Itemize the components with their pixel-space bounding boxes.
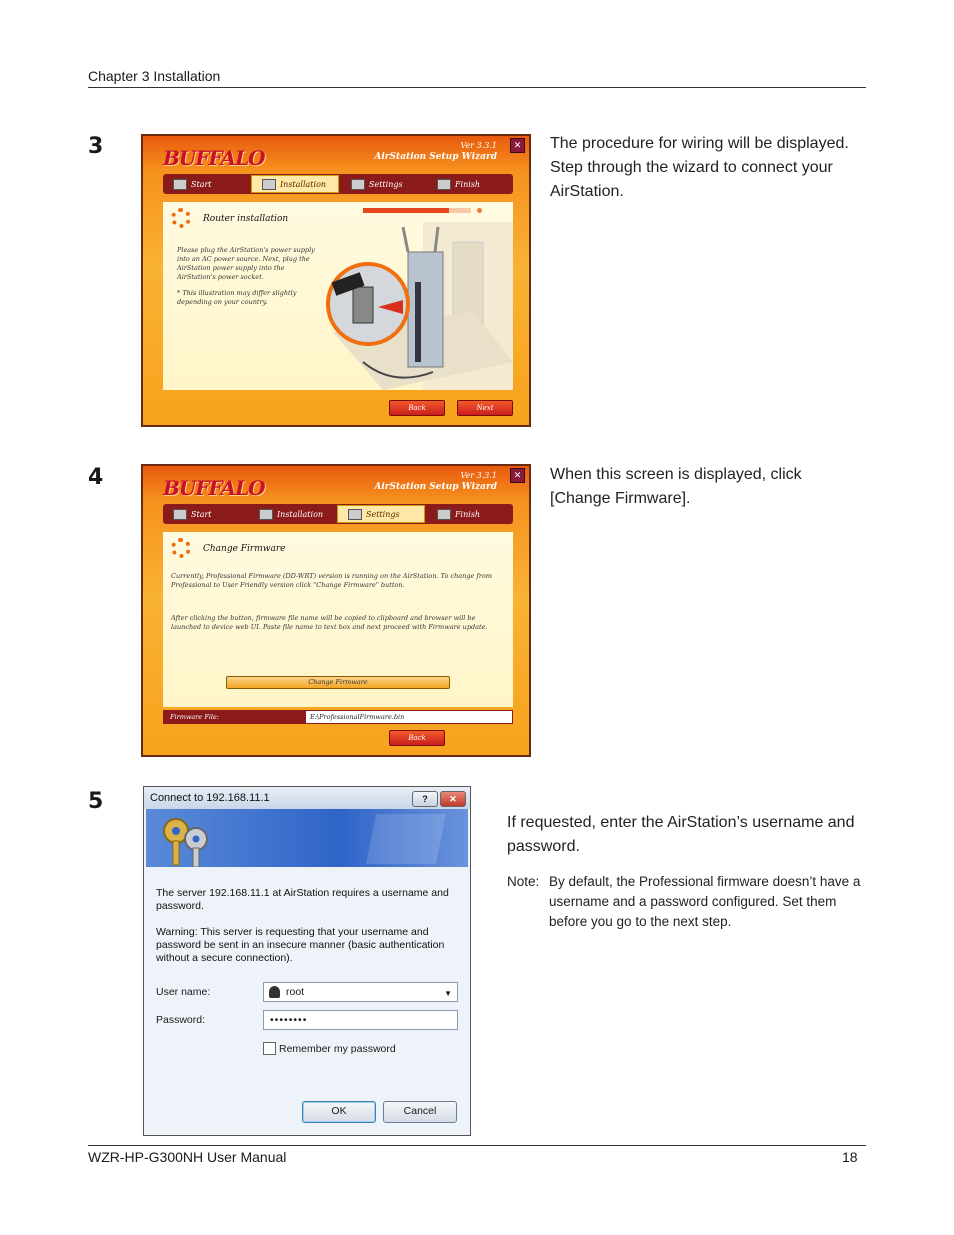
chapter-header: Chapter 3 Installation bbox=[88, 68, 221, 84]
start-icon bbox=[173, 509, 187, 520]
page-number: 18 bbox=[842, 1149, 858, 1165]
footer-rule bbox=[88, 1145, 866, 1146]
step-description: If requested, enter the AirStation’s username and password. bbox=[507, 814, 855, 855]
username-value: root bbox=[286, 986, 305, 998]
remember-password-label: Remember my password bbox=[279, 1042, 396, 1055]
tab-installation: Installation bbox=[251, 175, 339, 193]
router-illustration bbox=[323, 222, 513, 390]
tab-installation: Installation bbox=[249, 504, 335, 524]
setup-wizard-window bbox=[141, 134, 531, 427]
wizard-panel bbox=[163, 532, 513, 707]
setup-wizard-window bbox=[141, 464, 531, 757]
firmware-file-label: Firmware File: bbox=[164, 711, 306, 723]
flag-icon bbox=[437, 179, 451, 190]
step-number: 4 bbox=[88, 465, 104, 490]
warning-message: Warning: This server is requesting that your username and password be sent in an insecure manner (basic authentication without a secure connection). bbox=[156, 926, 445, 964]
gear-icon bbox=[262, 179, 276, 190]
wizard-tabs bbox=[163, 174, 513, 194]
tab-start: Start bbox=[163, 174, 249, 194]
gear-icon bbox=[259, 509, 273, 520]
step-number: 3 bbox=[88, 134, 104, 159]
change-firmware-button[interactable]: Change Firmware bbox=[226, 676, 450, 689]
settings-icon bbox=[351, 179, 365, 190]
flag-icon bbox=[437, 509, 451, 520]
checkbox-icon[interactable] bbox=[263, 1042, 276, 1055]
ok-button[interactable]: OK bbox=[302, 1101, 376, 1123]
next-button[interactable]: Next bbox=[457, 400, 513, 416]
firmware-file-input[interactable]: E:\ProfessionalFirmware.bin bbox=[310, 713, 405, 721]
manual-title: WZR-HP-G300NH User Manual bbox=[88, 1149, 287, 1165]
tab-settings: Settings bbox=[341, 174, 427, 194]
header-rule bbox=[88, 87, 866, 88]
password-field[interactable]: •••••••• bbox=[263, 1010, 458, 1030]
progress-spinner-icon bbox=[171, 208, 191, 228]
wizard-tabs bbox=[163, 504, 513, 524]
cancel-button[interactable]: Cancel bbox=[383, 1101, 457, 1123]
start-icon bbox=[173, 179, 187, 190]
progress-spinner-icon bbox=[171, 538, 191, 558]
progress-dot bbox=[477, 208, 482, 213]
settings-icon bbox=[348, 509, 362, 520]
wizard-version: Ver 3.3.1 AirStation Setup Wizard bbox=[374, 471, 497, 492]
buffalo-logo: BUFFALO bbox=[163, 476, 265, 500]
tab-finish: Finish bbox=[427, 174, 513, 194]
username-field[interactable] bbox=[263, 982, 458, 1002]
dialog-banner bbox=[146, 809, 468, 867]
wizard-panel bbox=[163, 202, 513, 390]
progress-fill bbox=[363, 208, 449, 213]
remember-password-checkbox[interactable] bbox=[263, 1042, 396, 1055]
dialog-titlebar bbox=[144, 787, 470, 809]
close-icon[interactable]: ✕ bbox=[510, 468, 525, 483]
username-label: User name: bbox=[156, 986, 211, 998]
status-text: Currently, Professional Firmware (DD-WRT) version is running on the AirStation. To change from Professional to User Friendly version click "Change Firmware" button. bbox=[171, 572, 493, 589]
note-text: By default, the Professional firmware doesn’t have a username and a password configured. Set them before you go to the next step. bbox=[549, 874, 861, 929]
login-dialog bbox=[143, 786, 471, 1136]
step-number: 5 bbox=[88, 789, 104, 814]
back-button[interactable]: Back bbox=[389, 730, 445, 746]
step-description: When this screen is displayed, click [Change Firmware]. bbox=[550, 466, 802, 507]
back-button[interactable]: Back bbox=[389, 400, 445, 416]
dialog-message bbox=[156, 887, 456, 965]
close-icon[interactable]: ✕ bbox=[510, 138, 525, 153]
help-button[interactable]: ? bbox=[412, 791, 438, 807]
firmware-file-row bbox=[163, 710, 513, 724]
tab-start: Start bbox=[163, 504, 249, 524]
progress-bar bbox=[363, 208, 471, 213]
dialog-title: Connect to 192.168.11.1 bbox=[150, 792, 270, 804]
panel-title: Router installation bbox=[203, 214, 289, 224]
user-icon bbox=[269, 986, 280, 998]
note-label: Note: bbox=[507, 874, 540, 889]
chevron-down-icon[interactable]: ▼ bbox=[444, 989, 452, 998]
instruction-text: Please plug the AirStation's power supply into an AC power source. Next, plug the AirStation power supply into the AirStation's power socket. bbox=[177, 246, 315, 281]
server-message: The server 192.168.11.1 at AirStation requires a username and password. bbox=[156, 887, 449, 912]
keys-icon bbox=[146, 809, 468, 867]
instruction-text: After clicking the button, firmware file name will be copied to clipboard and browser will be launched to device web UI. Paste file name to text box and next proceed with Firmware update. bbox=[171, 614, 488, 631]
step-description: The procedure for wiring will be displayed. Step through the wizard to connect your AirStation. bbox=[550, 135, 849, 200]
panel-title: Change Firmware bbox=[203, 544, 286, 554]
password-label: Password: bbox=[156, 1014, 206, 1026]
tab-settings: Settings bbox=[337, 505, 425, 523]
tab-finish: Finish bbox=[427, 504, 513, 524]
buffalo-logo: BUFFALO bbox=[163, 146, 265, 170]
close-button[interactable]: ✕ bbox=[440, 791, 466, 807]
disclaimer-text: * This illustration may differ slightly depending on your country. bbox=[177, 289, 297, 306]
wizard-version: Ver 3.3.1 AirStation Setup Wizard bbox=[374, 141, 497, 162]
